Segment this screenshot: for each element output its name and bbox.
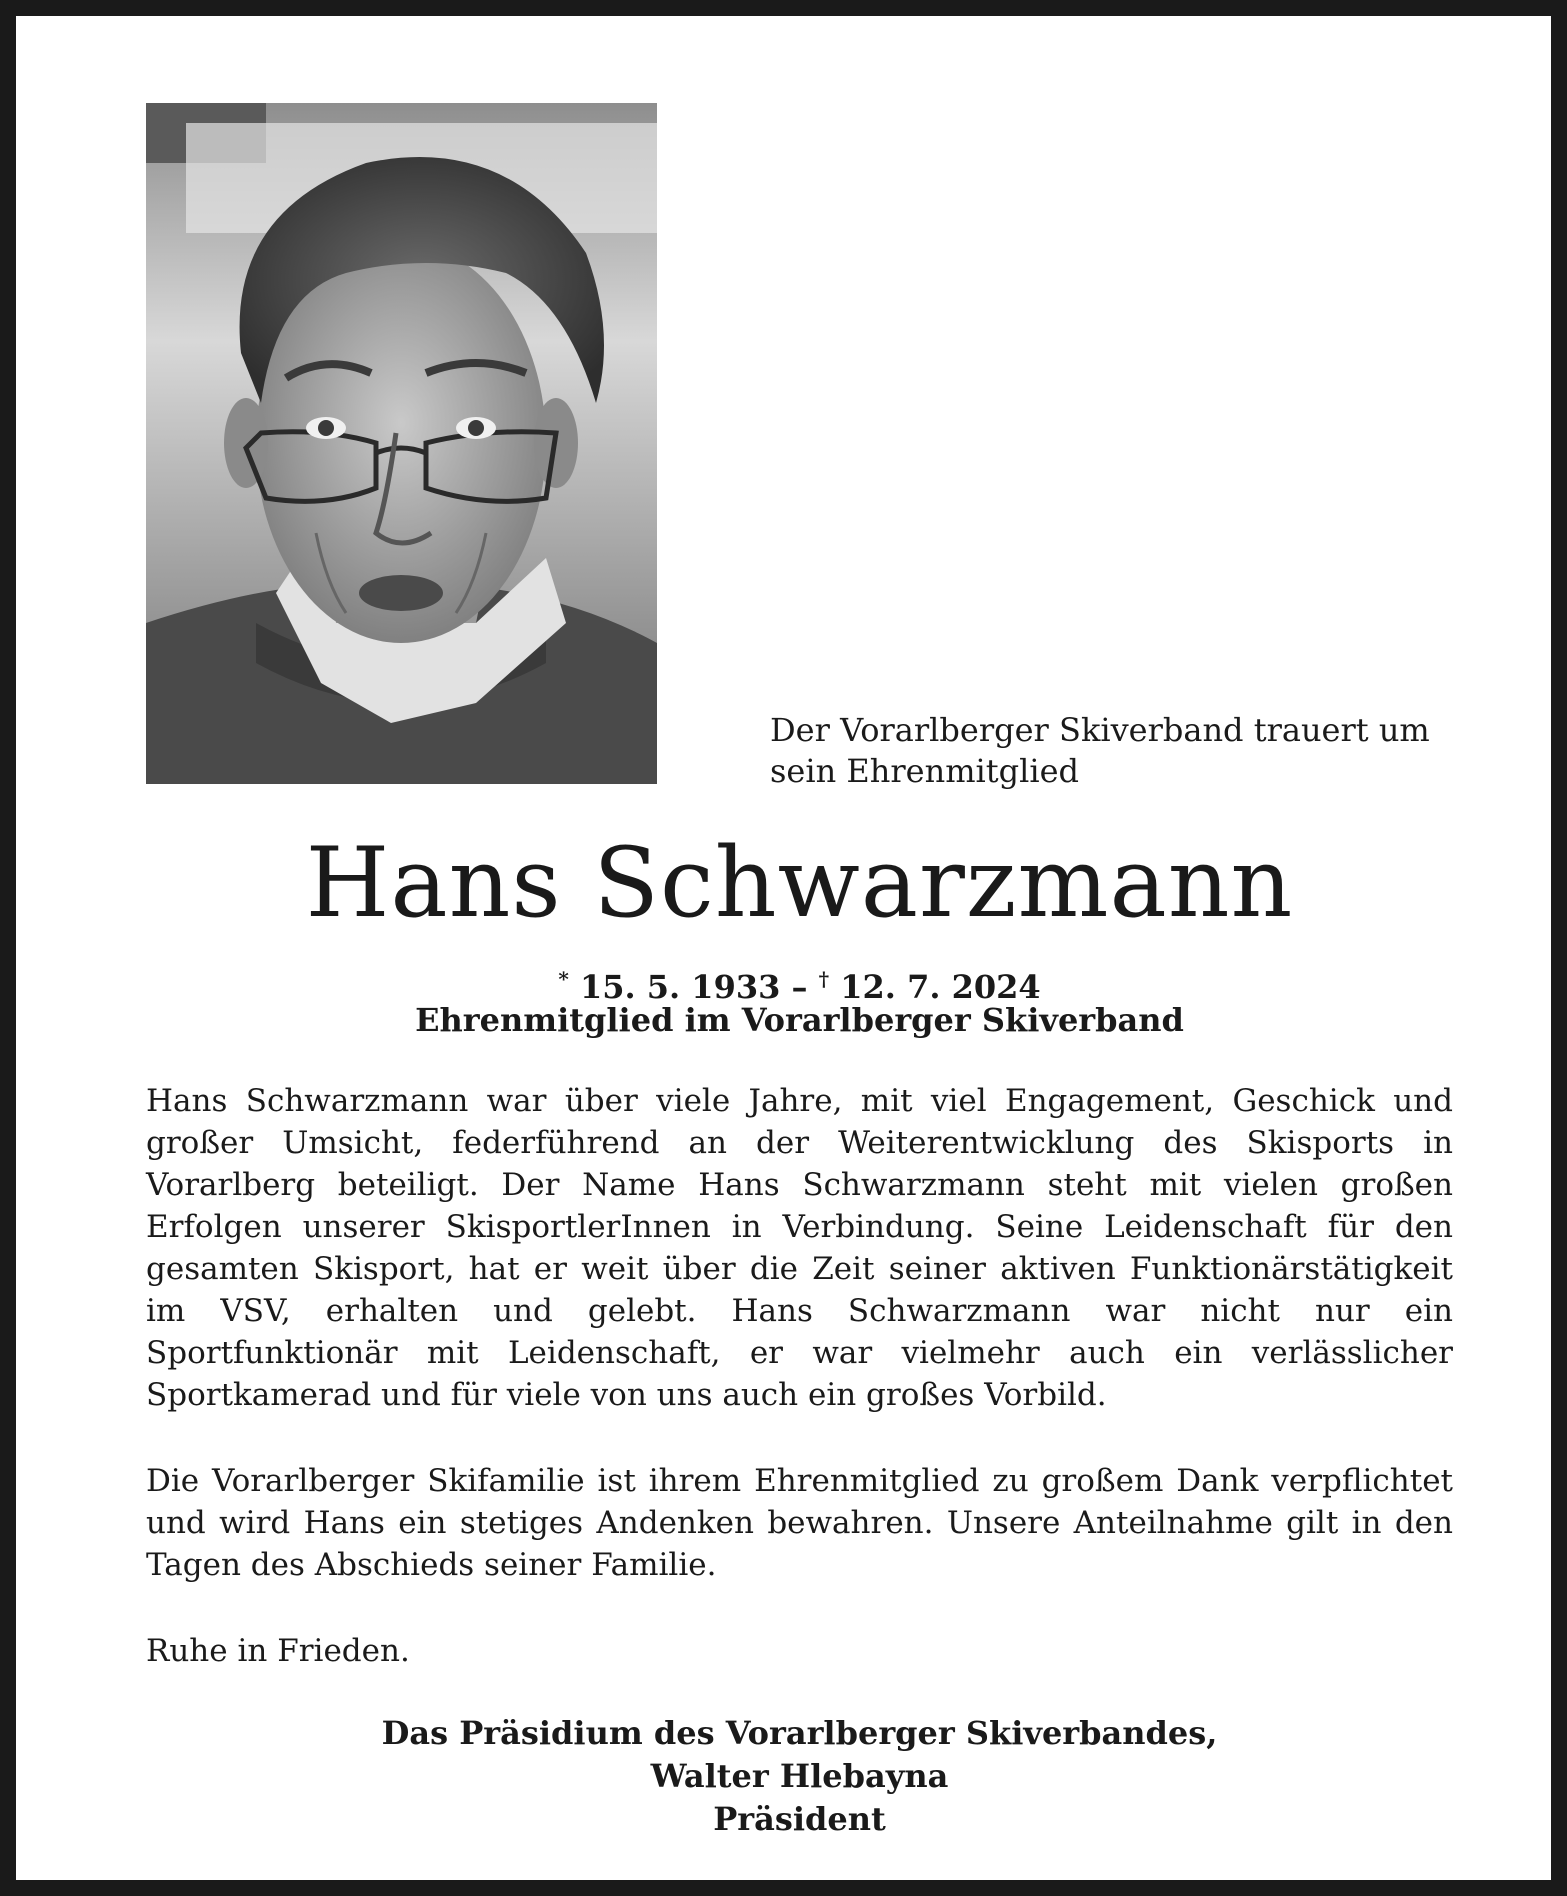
- portrait-image: [146, 103, 657, 784]
- date-dash: –: [791, 968, 808, 1006]
- intro-text: Der Vorarlberger Skiverband trauert um sein Ehrenmitglied: [770, 711, 1430, 790]
- birth-date: 15. 5. 1933: [579, 968, 781, 1006]
- death-symbol: †: [818, 967, 830, 991]
- deceased-name: Hans Schwarzmann: [305, 827, 1294, 939]
- portrait-photo: [146, 103, 657, 784]
- farewell-line: Ruhe in Frieden.: [146, 1633, 410, 1669]
- death-date: 12. 7. 2024: [840, 968, 1041, 1006]
- honorary-role: Ehrenmitglied im Vorarlberger Skiverband: [415, 1001, 1184, 1039]
- signature-block: [16, 1712, 1567, 1841]
- thanks-paragraph: Die Vorarlberger Skifamilie ist ihrem Ehrenmitglied zu großem Dank verpflichtet und wird Hans ein stetiges Andenken bewahren. Unsere Anteilnahme gilt in den Tagen des Abschieds seiner Familie.: [146, 1463, 1453, 1583]
- signature-organization: Das Präsidium des Vorarlberger Skiverbandes,: [381, 1714, 1218, 1752]
- signature-title: Präsident: [713, 1800, 886, 1838]
- birth-symbol: *: [558, 967, 569, 991]
- tribute-paragraph: Hans Schwarzmann war über viele Jahre, mit viel Engagement, Geschick und großer Umsicht, federführend an der Weiterentwicklung des Skisports in Vorarlberg beteiligt. Der Name Hans Schwarzmann steht mit vielen großen Erfolgen unserer SkisportlerInnen in Verbindung. Seine Leidenschaft für den gesamten Skisport, hat er weit über die Zeit seiner aktiven Funktionärstätigkeit im VSV, erhalten und gelebt. Hans Schwarzmann war nicht nur ein Sportfunktionär mit Leidenschaft, er war vielmehr auch ein verlässlicher Sportkamerad und für viele von uns auch ein großes Vorbild.: [146, 1083, 1453, 1413]
- signature-name: Walter Hlebayna: [650, 1757, 949, 1795]
